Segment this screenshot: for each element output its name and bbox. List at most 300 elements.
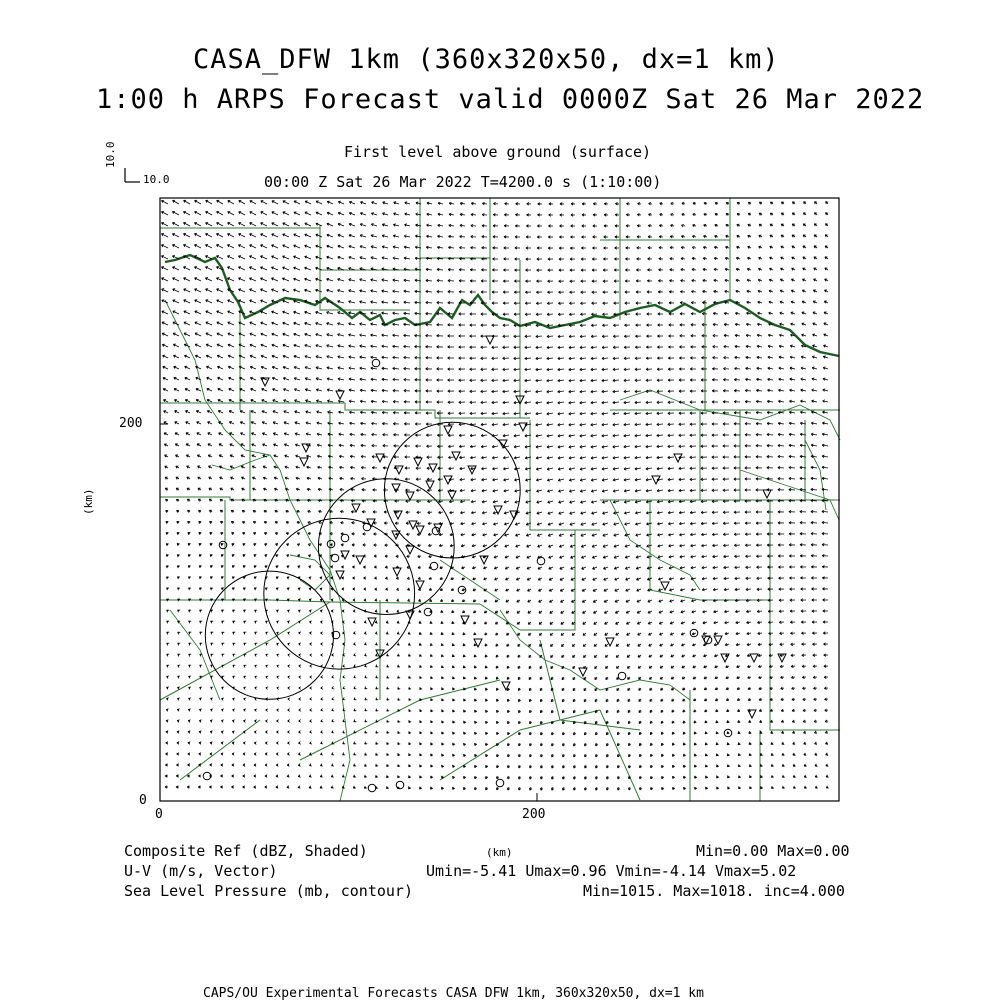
wind-vector-2749 <box>716 742 719 745</box>
wind-vector-1962 <box>558 401 564 404</box>
wind-vector-656 <box>293 289 300 292</box>
wind-vector-1689 <box>503 368 509 371</box>
wind-vector-1337 <box>430 654 433 657</box>
wind-vector-908 <box>343 687 346 689</box>
wind-vector-2058 <box>581 269 586 272</box>
wind-vector-1558 <box>475 710 477 713</box>
wind-vector-105 <box>176 764 179 767</box>
wind-vector-1038 <box>371 334 378 337</box>
wind-vector-2595 <box>692 235 696 238</box>
wind-vector-97 <box>178 676 181 678</box>
wind-vector-3064 <box>780 643 784 646</box>
wind-vector-2904 <box>747 665 751 668</box>
wind-vector-1115 <box>386 588 389 591</box>
wind-vector-1738 <box>514 313 520 316</box>
wind-vector-2475 <box>661 699 664 702</box>
wind-vector-2812 <box>737 246 741 248</box>
wind-vector-120 <box>184 333 190 336</box>
wind-vector-1104 <box>383 467 388 470</box>
wind-vector-2199 <box>605 633 608 635</box>
wind-vector-1592 <box>482 489 487 492</box>
wind-vector-2685 <box>703 632 707 635</box>
wind-vector-3146 <box>801 356 806 359</box>
wind-vector-207 <box>199 698 202 701</box>
wind-vector-2245 <box>614 545 619 548</box>
wind-vector-2431 <box>660 213 664 216</box>
wind-vector-2149 <box>595 677 597 680</box>
wind-vector-1660 <box>496 644 499 647</box>
wind-vector-2991 <box>767 433 773 436</box>
wind-vector-1033 <box>371 279 377 282</box>
wind-vector-2193 <box>603 567 608 570</box>
wind-vector-1812 <box>526 534 531 537</box>
wind-vector-778 <box>317 444 322 447</box>
wind-vector-929 <box>349 323 356 326</box>
wind-vector-907 <box>343 676 346 679</box>
wind-vector-337 <box>228 344 234 347</box>
wind-vector-2421 <box>650 699 653 702</box>
wind-vector-569 <box>275 521 278 523</box>
wind-vector-3212 <box>811 488 817 491</box>
wind-vector-3101 <box>789 455 795 458</box>
wind-vector-1834 <box>529 776 532 779</box>
wind-vector-137 <box>188 521 191 523</box>
wind-vector-1563 <box>474 765 477 768</box>
wind-vector-2658 <box>702 335 707 338</box>
wind-vector-2664 <box>701 401 707 404</box>
wind-vector-1166 <box>396 555 399 558</box>
wind-vector-1897 <box>548 280 554 283</box>
wind-vector-1343 <box>431 720 433 723</box>
wind-vector-2350 <box>635 512 641 515</box>
wind-vector-782 <box>318 488 322 491</box>
wind-vector-119 <box>184 322 190 325</box>
wind-vector-1579 <box>481 346 487 349</box>
wind-vector-3081 <box>792 235 795 237</box>
wind-vector-705 <box>305 234 311 237</box>
wind-vector-954 <box>353 599 355 602</box>
wind-vector-727 <box>307 477 311 480</box>
wind-vector-507 <box>262 433 267 436</box>
wind-vector-989 <box>360 389 366 392</box>
wind-vector-1606 <box>485 644 488 647</box>
wind-vector-653 <box>294 256 301 259</box>
wind-vector-1193 <box>404 257 410 260</box>
wind-vector-3282 <box>824 665 828 668</box>
wind-vector-1666 <box>497 710 499 713</box>
wind-vector-343 <box>229 411 234 414</box>
county-line-35 <box>540 640 640 730</box>
wind-vector-2769 <box>723 367 729 370</box>
wind-vector-2896 <box>746 577 751 580</box>
wind-vector-1831 <box>529 743 531 746</box>
wind-vector-338 <box>228 355 234 358</box>
wind-vector-1207 <box>404 412 410 415</box>
wind-vector-561 <box>273 433 278 436</box>
wind-vector-317 <box>221 720 223 723</box>
wind-vector-2724 <box>712 467 718 470</box>
wind-vector-1406 <box>449 224 454 227</box>
wind-vector-1963 <box>558 412 564 415</box>
wind-vector-2067 <box>580 368 586 371</box>
wind-vector-2840 <box>734 555 740 558</box>
wind-vector-2919 <box>759 235 762 237</box>
wind-vector-1721 <box>507 721 509 724</box>
wind-vector-1764 <box>517 600 520 602</box>
wind-vector-3089 <box>791 323 795 326</box>
wind-vector-2061 <box>580 302 586 305</box>
wind-vector-609 <box>283 366 289 369</box>
wind-vector-2401 <box>646 478 652 481</box>
wind-vector-3111 <box>789 566 795 569</box>
station-triangle-5 <box>395 466 403 474</box>
wind-vector-108 <box>184 200 191 204</box>
wind-vector-1387 <box>441 610 444 612</box>
wind-vector-1647 <box>493 501 498 504</box>
wind-vector-2446 <box>657 379 663 382</box>
wind-vector-2035 <box>572 611 575 613</box>
wind-vector-2683 <box>703 610 707 613</box>
wind-vector-922 <box>349 245 355 248</box>
wind-vector-234 <box>207 399 212 402</box>
wind-vector-1116 <box>386 599 389 602</box>
wind-vector-2539 <box>682 213 685 216</box>
wind-vector-3073 <box>782 742 785 744</box>
wind-vector-181 <box>196 411 201 414</box>
wind-vector-366 <box>233 665 236 667</box>
wind-vector-2552 <box>679 357 685 360</box>
wind-vector-128 <box>186 422 190 424</box>
wind-vector-2770 <box>723 378 729 381</box>
wind-vector-3242 <box>825 224 828 227</box>
wind-vector-443 <box>250 322 256 325</box>
wind-vector-3010 <box>769 643 773 646</box>
wind-vector-1972 <box>559 512 564 514</box>
wind-vector-812 <box>327 223 333 226</box>
wind-vector-2270 <box>626 225 630 228</box>
wind-vector-1757 <box>515 523 520 526</box>
wind-vector-161 <box>187 786 190 789</box>
wind-vector-1681 <box>503 280 509 283</box>
wind-vector-2913 <box>749 764 752 767</box>
wind-vector-1410 <box>448 268 454 271</box>
wind-vector-1138 <box>393 246 399 249</box>
wind-vector-1137 <box>393 235 399 238</box>
wind-vector-707 <box>305 256 311 259</box>
wind-vector-1127 <box>387 720 390 723</box>
wind-vector-1917 <box>548 501 553 504</box>
wind-vector-2759 <box>725 257 729 260</box>
wind-vector-769 <box>316 345 322 348</box>
wind-vector-463 <box>254 544 257 546</box>
wind-vector-3277 <box>823 610 828 613</box>
wind-vector-2849 <box>736 654 740 657</box>
wind-vector-1662 <box>496 666 498 669</box>
wind-vector-263 <box>210 720 212 723</box>
wind-vector-2005 <box>570 280 575 283</box>
wind-vector-2229 <box>613 368 619 371</box>
wind-vector-2866 <box>748 246 751 248</box>
wind-vector-2255 <box>616 655 619 657</box>
wind-vector-2962 <box>759 709 762 711</box>
wind-vector-2973 <box>770 235 773 237</box>
wind-vector-298 <box>220 510 223 512</box>
wind-vector-2568 <box>679 533 685 536</box>
wind-vector-930 <box>349 334 356 337</box>
wind-vector-3168 <box>801 599 806 602</box>
wind-vector-1388 <box>441 621 444 623</box>
wind-vector-3218 <box>811 555 817 558</box>
wind-vector-1008 <box>364 599 366 602</box>
wind-vector-696 <box>299 731 301 734</box>
wind-vector-2157 <box>595 765 598 768</box>
wind-vector-2106 <box>593 203 597 206</box>
wind-vector-487 <box>261 212 267 216</box>
wind-vector-430 <box>243 775 245 778</box>
wind-vector-3138 <box>803 268 806 270</box>
wind-vector-1778 <box>518 754 521 757</box>
wind-vector-1650 <box>494 534 498 537</box>
wind-vector-1829 <box>529 721 531 724</box>
wind-vector-851 <box>332 654 334 657</box>
wind-vector-975 <box>360 235 366 238</box>
wind-vector-2258 <box>617 688 619 691</box>
wind-vector-238 <box>208 444 212 446</box>
wind-vector-1990 <box>562 710 564 713</box>
wind-vector-2205 <box>606 699 608 702</box>
wind-vector-24 <box>165 466 168 468</box>
wind-vector-618 <box>285 466 289 469</box>
wind-vector-1411 <box>448 279 454 282</box>
wind-vector-1573 <box>481 280 487 283</box>
wind-vector-3222 <box>812 599 817 602</box>
wind-vector-1350 <box>438 202 443 205</box>
wind-vector-0 <box>161 200 168 204</box>
wind-vector-297 <box>220 499 223 501</box>
wind-vector-2483 <box>662 787 665 790</box>
wind-vector-329 <box>227 256 234 259</box>
wind-vector-1932 <box>551 666 553 669</box>
wind-vector-3095 <box>790 389 796 392</box>
wind-vector-3188 <box>814 224 817 226</box>
wind-vector-796 <box>321 643 323 646</box>
wind-vector-717 <box>305 367 311 370</box>
wind-vector-3202 <box>812 378 817 381</box>
wind-vector-1718 <box>507 688 509 691</box>
wind-vector-2112 <box>592 269 597 272</box>
wind-vector-2307 <box>627 633 630 635</box>
wind-vector-3007 <box>768 610 773 613</box>
wind-vector-504 <box>262 400 267 403</box>
wind-vector-689 <box>299 654 301 657</box>
wind-vector-582 <box>277 665 280 668</box>
wind-vector-2559 <box>679 434 685 437</box>
wind-vector-1023 <box>365 764 368 766</box>
wind-vector-412 <box>243 577 246 579</box>
wind-vector-822 <box>327 334 333 337</box>
wind-vector-2743 <box>715 676 718 678</box>
wind-vector-2321 <box>628 787 631 790</box>
wind-vector-1610 <box>486 688 488 691</box>
wind-vector-427 <box>243 742 245 745</box>
wind-vector-2591 <box>684 787 686 790</box>
wind-vector-2718 <box>712 401 718 404</box>
wind-vector-1202 <box>404 356 410 359</box>
wind-vector-681 <box>298 566 301 569</box>
wind-vector-1299 <box>426 235 432 238</box>
wind-vector-1050 <box>372 467 377 470</box>
wind-vector-3151 <box>800 411 806 414</box>
wind-vector-2329 <box>636 280 641 283</box>
wind-vector-1754 <box>515 490 520 493</box>
wind-vector-575 <box>276 588 279 590</box>
wind-vector-500 <box>261 355 267 358</box>
wind-vector-1528 <box>470 379 476 382</box>
wind-vector-2967 <box>760 764 763 766</box>
wind-vector-2675 <box>701 522 707 525</box>
wind-vector-1848 <box>536 335 542 338</box>
wind-vector-401 <box>241 455 245 457</box>
wind-vector-1845 <box>536 302 542 305</box>
wind-vector-486 <box>261 201 267 204</box>
wind-vector-716 <box>305 356 311 359</box>
wind-vector-912 <box>343 731 346 733</box>
wind-vector-813 <box>327 234 333 237</box>
wind-vector-107 <box>176 786 179 789</box>
wind-vector-453 <box>251 433 256 435</box>
wind-vector-1643 <box>492 456 498 459</box>
wind-vector-1042 <box>371 378 377 381</box>
wind-vector-919 <box>349 212 355 215</box>
wind-vector-2571 <box>680 567 685 570</box>
wind-vector-2394 <box>646 401 652 404</box>
wind-vector-1231 <box>409 676 412 679</box>
wind-vector-791 <box>320 588 322 591</box>
wind-vector-3075 <box>782 764 785 766</box>
wind-vector-718 <box>305 378 311 381</box>
wind-vector-2495 <box>669 324 674 327</box>
station-triangle-41 <box>579 668 587 676</box>
wind-vector-1113 <box>385 566 388 569</box>
wind-vector-535 <box>265 742 267 745</box>
wind-vector-2639 <box>694 721 697 724</box>
wind-vector-1533 <box>470 434 476 437</box>
wind-vector-1126 <box>387 709 390 712</box>
wind-vector-1609 <box>485 677 487 680</box>
wind-vector-403 <box>241 477 245 479</box>
wind-vector-2707 <box>714 279 718 282</box>
wind-vector-437 <box>249 256 256 259</box>
wind-vector-2572 <box>680 578 685 581</box>
wind-vector-2275 <box>625 280 630 283</box>
wind-vector-1943 <box>551 787 554 790</box>
wind-vector-2711 <box>713 323 718 326</box>
wind-vector-649 <box>294 212 300 215</box>
wind-vector-2952 <box>757 599 762 602</box>
wind-vector-2173 <box>602 346 608 349</box>
wind-vector-266 <box>210 753 212 756</box>
wind-vector-1881 <box>540 699 542 702</box>
wind-vector-2470 <box>660 644 663 646</box>
wind-vector-2492 <box>669 291 674 294</box>
wind-vector-3183 <box>804 764 807 766</box>
wind-vector-660 <box>294 333 300 336</box>
wind-vector-13 <box>162 344 168 347</box>
wind-vector-1945 <box>560 214 564 217</box>
wind-vector-2516 <box>669 556 674 559</box>
wind-vector-7 <box>162 278 169 281</box>
wind-vector-2930 <box>757 356 762 359</box>
wind-vector-50 <box>166 753 169 756</box>
wind-vector-2284 <box>624 379 630 382</box>
wind-vector-1557 <box>475 699 477 702</box>
wind-vector-433 <box>250 212 256 215</box>
wind-vector-776 <box>317 422 322 425</box>
wind-vector-784 <box>319 510 323 513</box>
wind-vector-2785 <box>723 544 729 547</box>
wind-vector-925 <box>349 279 355 282</box>
wind-vector-2382 <box>647 269 652 272</box>
wind-vector-471 <box>255 632 258 634</box>
wind-vector-960 <box>354 665 357 668</box>
wind-vector-533 <box>266 720 268 723</box>
wind-vector-1405 <box>449 213 454 216</box>
wind-vector-3024 <box>781 202 784 204</box>
wind-vector-2262 <box>617 732 619 735</box>
wind-vector-1875 <box>539 633 542 635</box>
wind-vector-480 <box>254 731 256 734</box>
wind-vector-938 <box>350 422 356 425</box>
wind-vector-814 <box>327 245 333 248</box>
wind-vector-2857 <box>738 742 741 744</box>
wind-vector-2064 <box>580 335 586 338</box>
wind-vector-2752 <box>717 776 719 779</box>
wind-vector-2737 <box>714 610 719 613</box>
wind-vector-2135 <box>592 523 597 526</box>
wind-vector-2725 <box>712 478 718 481</box>
wind-vector-2767 <box>724 345 729 348</box>
wind-vector-2340 <box>635 401 641 404</box>
wind-vector-1176 <box>398 665 401 667</box>
wind-vector-3258 <box>823 400 828 403</box>
wind-vector-3141 <box>802 301 806 303</box>
wind-vector-118 <box>184 311 190 314</box>
wind-vector-2878 <box>745 378 751 381</box>
wind-vector-11 <box>162 322 168 325</box>
wind-vector-2845 <box>735 610 740 613</box>
wind-vector-2703 <box>715 235 719 238</box>
wind-vector-1319 <box>427 456 432 459</box>
wind-vector-1768 <box>518 644 521 647</box>
wind-vector-665 <box>294 389 300 392</box>
wind-vector-182 <box>197 422 201 424</box>
wind-vector-2117 <box>591 324 597 327</box>
wind-vector-52 <box>165 775 168 778</box>
wind-vector-793 <box>320 610 322 613</box>
wind-vector-429 <box>243 764 245 767</box>
wind-vector-2926 <box>758 312 763 315</box>
wind-vector-3100 <box>789 444 795 447</box>
wind-vector-1668 <box>497 732 499 735</box>
wind-vector-2145 <box>594 633 597 635</box>
wind-vector-2499 <box>668 368 674 371</box>
wind-vector-2432 <box>659 224 663 227</box>
wind-vector-817 <box>327 278 334 281</box>
wind-vector-1076 <box>376 753 379 756</box>
wind-vector-465 <box>254 566 257 568</box>
wind-vector-257 <box>211 654 214 656</box>
wind-vector-1177 <box>398 676 401 679</box>
